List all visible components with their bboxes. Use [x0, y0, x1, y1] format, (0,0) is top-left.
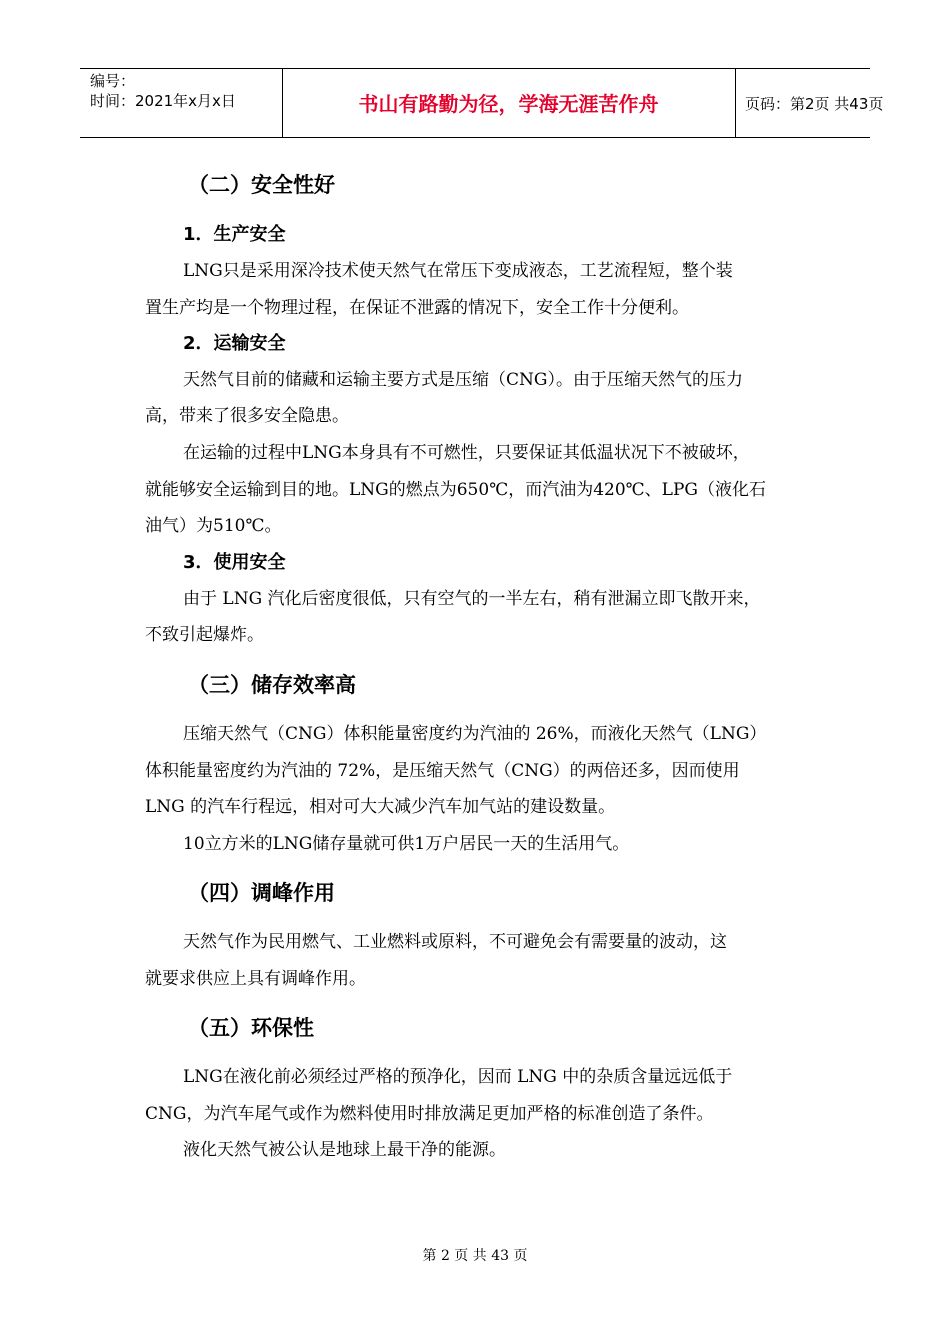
document-number-label: 编号： — [90, 72, 136, 90]
paragraph-line: 油气）为510℃。 — [145, 516, 282, 536]
section-heading-safety: （二）安全性好 — [188, 173, 335, 197]
subsection-heading-usage-safety: 3．使用安全 — [183, 552, 286, 573]
subsection-heading-transport-safety: 2．运输安全 — [183, 333, 286, 354]
paragraph-line: 液化天然气被公认是地球上最干净的能源。 — [183, 1140, 506, 1160]
paragraph-line: 不致引起爆炸。 — [145, 625, 264, 645]
page-footer: 第 2 页 共 43 页 — [422, 1248, 528, 1264]
paragraph-line: 就能够安全运输到目的地。LNG的燃点为650℃，而汽油为420℃、LPG（液化石 — [145, 480, 766, 500]
paragraph-line: 在运输的过程中LNG本身具有不可燃性，只要保证其低温状况下不被破坏， — [183, 443, 750, 463]
section-heading-environmental: （五）环保性 — [188, 1016, 314, 1040]
paragraph-line: LNG在液化前必须经过严格的预净化，因而 LNG 中的杂质含量远远低于 — [183, 1067, 733, 1087]
header-motto-cell — [282, 69, 736, 137]
paragraph-line: 由于 LNG 汽化后密度很低，只有空气的一半左右，稍有泄漏立即飞散开来， — [183, 589, 761, 609]
paragraph-line: 天然气目前的储藏和运输主要方式是压缩（CNG）。由于压缩天然气的压力 — [183, 370, 743, 390]
paragraph-line: 天然气作为民用燃气、工业燃料或原料，不可避免会有需要量的波动，这 — [183, 932, 727, 952]
paragraph-line: 压缩天然气（CNG）体积能量密度约为汽油的 26%，而液化天然气（LNG） — [183, 724, 767, 744]
subsection-heading-production-safety: 1．生产安全 — [183, 224, 286, 245]
paragraph-line: 高，带来了很多安全隐患。 — [145, 406, 349, 426]
header-motto: 书山有路勤为径，学海无涯苦作舟 — [358, 92, 659, 116]
document-header — [80, 68, 884, 138]
paragraph-line: LNG 的汽车行程远，相对可大大减少汽车加气站的建设数量。 — [145, 797, 616, 817]
header-page-cell — [735, 69, 884, 137]
header-page-label: 页码：第2页 共43页 — [745, 95, 884, 113]
paragraph-line: 10立方米的LNG储存量就可供1万户居民一天的生活用气。 — [183, 834, 630, 854]
paragraph-line: 置生产均是一个物理过程，在保证不泄露的情况下，安全工作十分便利。 — [145, 298, 689, 318]
header-info-cell — [80, 69, 283, 137]
section-heading-peak-shaving: （四）调峰作用 — [188, 881, 335, 905]
paragraph-line: CNG，为汽车尾气或作为燃料使用时排放满足更加严格的标准创造了条件。 — [145, 1104, 714, 1124]
paragraph-line: 就要求供应上具有调峰作用。 — [145, 969, 366, 989]
paragraph-line: 体积能量密度约为汽油的 72%，是压缩天然气（CNG）的两倍还多，因而使用 — [145, 761, 740, 781]
section-heading-storage-efficiency: （三）储存效率高 — [188, 673, 356, 697]
document-time-label: 时间：2021年x月x日 — [90, 92, 236, 110]
paragraph-line: LNG只是采用深冷技术使天然气在常压下变成液态，工艺流程短，整个装 — [183, 261, 733, 281]
